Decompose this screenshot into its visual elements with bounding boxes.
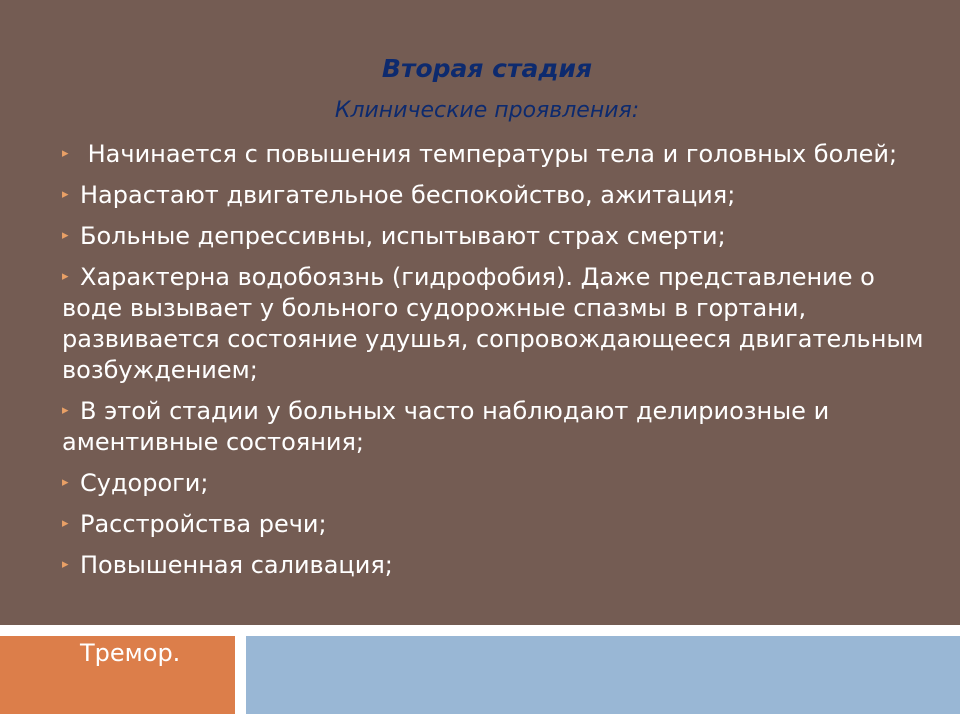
- arrow-bullet-icon: ▸: [62, 187, 69, 202]
- bullet-text: Повышенная саливация;: [80, 551, 393, 579]
- arrow-bullet-icon: ▸: [62, 557, 69, 572]
- bullet-item: [62, 220, 942, 252]
- bullet-list: [62, 138, 942, 590]
- arrow-bullet-icon: ▸: [62, 475, 69, 490]
- bullet-text: Начинается с повышения температуры тела и головных болей;: [80, 140, 898, 168]
- bullet-item: [62, 467, 942, 499]
- arrow-bullet-icon: ▸: [62, 228, 69, 243]
- bullet-item: [62, 395, 942, 458]
- bullet-item: [62, 508, 942, 540]
- footer-blue-block: [246, 636, 960, 714]
- arrow-bullet-icon: ▸: [62, 146, 69, 161]
- arrow-bullet-icon: ▸: [62, 403, 69, 418]
- slide-subtitle: Клинические проявления:: [334, 98, 640, 123]
- bullet-item: [62, 549, 942, 581]
- bullet-item: [62, 138, 942, 170]
- bullet-text: Расстройства речи;: [80, 510, 327, 538]
- slide-title: Вторая стадия: [381, 54, 593, 83]
- bullet-text: Характерна водобоязнь (гидрофобия). Даже представление о воде вызывает у больного судорожные спазмы в гортани, развивается состояние удушья, сопровождающееся двигательным возбуждением;: [62, 263, 924, 384]
- bullet-item: [62, 261, 942, 386]
- bullet-text: Судороги;: [80, 469, 209, 497]
- bullet-text: В этой стадии у больных часто наблюдают делириозные и аментивные состояния;: [62, 397, 830, 456]
- bullet-text: Больные депрессивны, испытывают страх смерти;: [80, 222, 726, 250]
- bullet-item: [62, 179, 942, 211]
- bullet-text-last: Тремор.: [80, 639, 181, 667]
- bullet-text: Нарастают двигательное беспокойство, ажитация;: [80, 181, 736, 209]
- arrow-bullet-icon: ▸: [62, 516, 69, 531]
- arrow-bullet-icon: ▸: [62, 269, 69, 284]
